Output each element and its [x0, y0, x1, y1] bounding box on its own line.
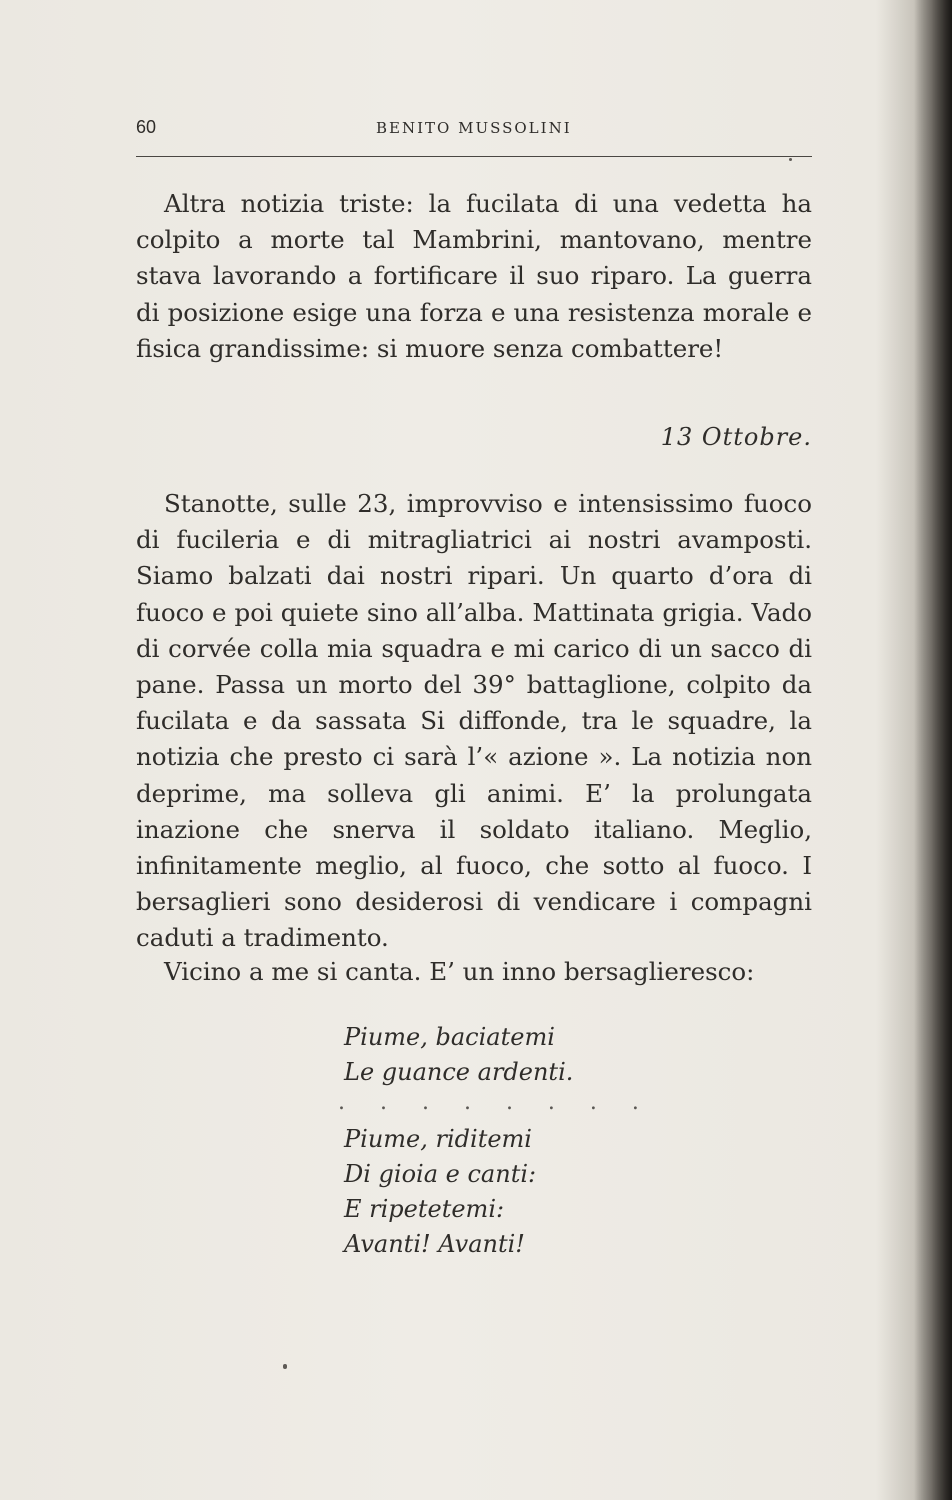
verse-stanza	[344, 1122, 536, 1262]
header-rule	[136, 156, 812, 157]
verse-stanza	[344, 1020, 573, 1090]
page-header	[136, 117, 812, 147]
paragraph-block	[136, 486, 812, 957]
paragraph: Stanotte, sulle 23, improvviso e intensissimo fuoco di fucileria e di mitragliatrici ai nostri avamposti. Siamo balzati dai nostri ripari. Un quarto d’ora di fuoco e poi quiete sino all’alba. Mattinata grigia. Vado di corvée colla mia squadra e mi carico di un sacco di pane. Passa un morto del 39° battaglione, colpito da fucilata e da sassata Si diffonde, tra le squadre, la notizia che presto ci sarà l’« azione ». La notizia non deprime, ma solleva gli animi. E’ la prolungata inazione che snerva il soldato italiano. Meglio, infinitamente meglio, al fuoco, che sotto al fuoco. I bersaglieri sono desiderosi di vendicare i compagni caduti a tradimento.	[136, 489, 812, 953]
diary-date: 13 Ottobre.	[660, 423, 812, 451]
paragraph: Vicino a me si canta. E’ un inno bersaglieresco:	[164, 957, 755, 986]
paper-speck	[789, 158, 792, 161]
paragraph-block	[136, 954, 812, 990]
verse-line: E ripetetemi:	[344, 1195, 505, 1223]
paragraph: Altra notizia triste: la fucilata di una vedetta ha colpito a morte tal Mambrini, mantovano, mentre stava lavorando a fortificare il suo riparo. La guerra di posizione esige una forza e una resistenza morale e fisica grandissime: si muore senza combattere!	[136, 189, 812, 363]
verse-line: Piume, riditemi	[344, 1125, 532, 1153]
verse-ellipsis: . . . . . . . .	[338, 1090, 653, 1115]
paper-speck	[283, 1364, 287, 1369]
verse-line: Le guance ardenti.	[344, 1058, 574, 1086]
verse-line: Piume, baciatemi	[344, 1023, 555, 1051]
running-title: BENITO MUSSOLINI	[376, 119, 572, 137]
page-number: 60	[136, 117, 157, 137]
book-binding-shadow	[914, 0, 952, 1500]
verse-line: Di gioia e canti:	[344, 1160, 537, 1188]
verse-line: Avanti! Avanti!	[344, 1230, 525, 1258]
paragraph-block	[136, 186, 812, 367]
